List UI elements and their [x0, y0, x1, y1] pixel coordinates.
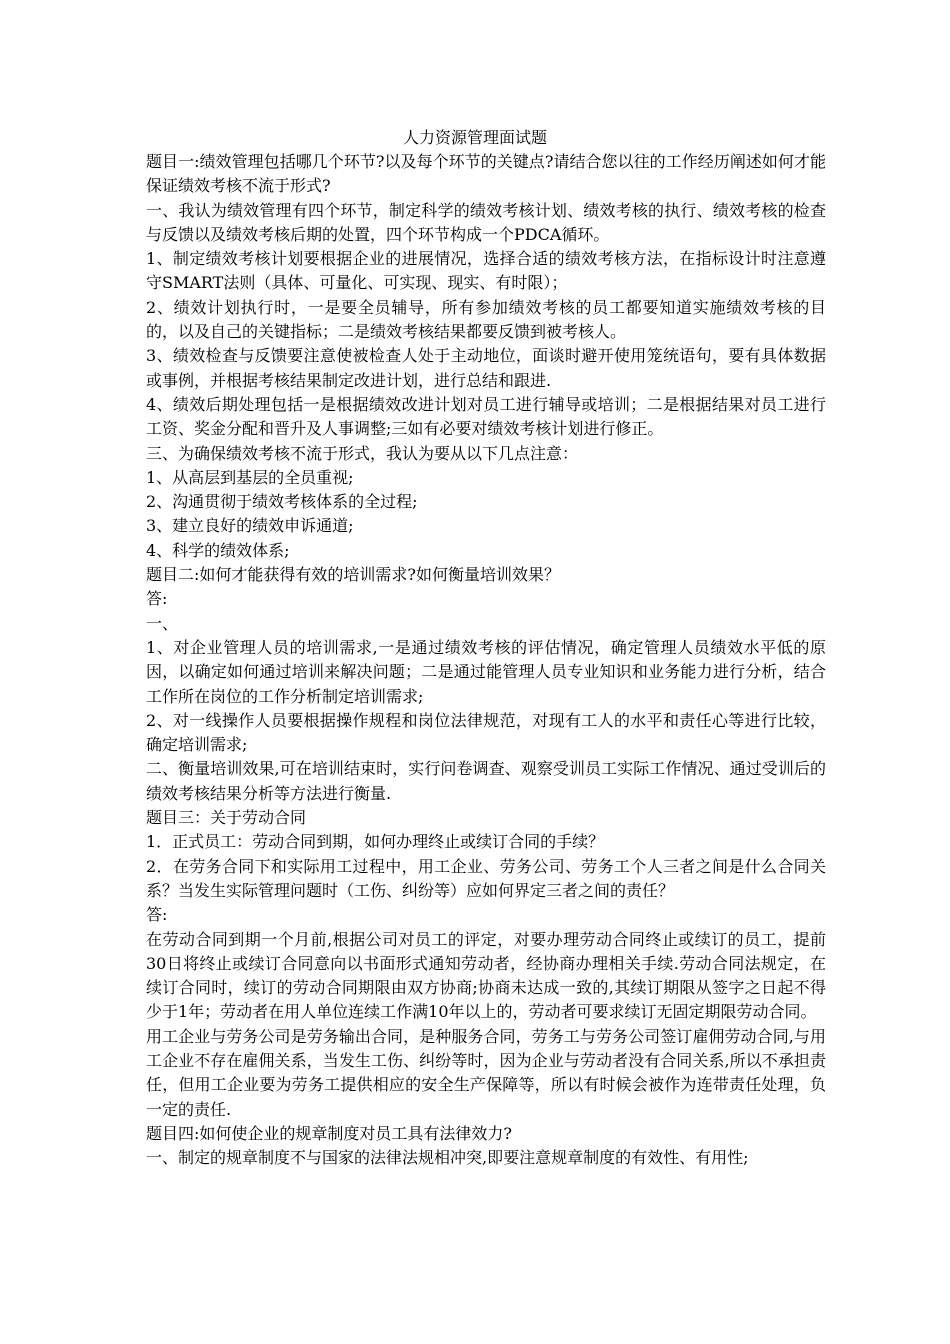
answer-3-para-2: 用工企业与劳务公司是劳务输出合同，是种服务合同，劳务工与劳务公司签订雇佣劳动合同,与用工企业不存在雇佣关系，当发生工伤、纠纷等时，因为企业与劳动者没有合同关系,所以不承担责任，但用工企业要为劳务工提供相应的安全生产保障等，所以有时候会被作为连带责任处理，负一定的责任. [146, 1026, 826, 1119]
answer-1-item-1: 1、从高层到基层的全员重视; [146, 467, 354, 487]
question-1-heading: 题目一:绩效管理包括哪几个环节?以及每个环节的关键点?请结合您以往的工作经历阐述如何才能保证绩效考核不流于形式? [146, 152, 826, 196]
question-3-sub-1: 1．正式员工：劳动合同到期，如何办理终止或续订合同的手续？ [146, 832, 605, 852]
answer-1-point-1: 1、制定绩效考核计划要根据企业的进展情况，选择合适的绩效考核方法，在指标设计时注意遵守SMART法则（具体、可量化、可实现、现实、有时限）； [146, 249, 826, 293]
answer-2-label: 答: [146, 589, 168, 609]
answer-1-section-3: 三、为确保绩效考核不流于形式，我认为要从以下几点注意： [146, 443, 579, 463]
answer-2-point-1: 1、对企业管理人员的培训需求,一是通过绩效考核的评估情况，确定管理人员绩效水平低的原因，以确定如何通过培训来解决问题；二是通过能管理人员专业知识和业务能力进行分析，结合工作所在岗位的工作分析制定培训需求; [146, 637, 826, 706]
answer-1-point-4: 4、绩效后期处理包括一是根据绩效改进计划对员工进行辅导或培训；二是根据结果对员工进行工资、奖金分配和晋升及人事调整;三如有必要对绩效考核计划进行修正。 [146, 394, 826, 439]
answer-2-point-2: 2、对一线操作人员要根据操作规程和岗位法律规范，对现有工人的水平和责任心等进行比较，确定培训需求; [146, 710, 826, 755]
question-4-heading: 题目四:如何使企业的规章制度对员工具有法律效力? [146, 1123, 512, 1143]
question-3-heading: 题目三：关于劳动合同 [146, 808, 307, 828]
answer-4-section-1: 一、制定的规章制度不与国家的法律法规相冲突,即要注意规章制度的有效性、有用性; [146, 1148, 749, 1168]
answer-1-item-2: 2、沟通贯彻于绩效考核体系的全过程; [146, 492, 418, 512]
question-2-heading: 题目二:如何才能获得有效的培训需求?如何衡量培训效果？ [146, 565, 560, 585]
answer-3-para-1: 在劳动合同到期一个月前,根据公司对员工的评定，对要办理劳动合同终止或续订的员工，提前30日将终止或续订合同意向以书面形式通知劳动者，经协商办理相关手续.劳动合同法规定，在续订合同时，续订的劳动合同期限由双方协商;协商未达成一致的,其续订期限从签字之日起不得少于1年；劳动者在用人单位连续工作满10年以上的，劳动者可要求续订无固定期限劳动合同。 [146, 929, 826, 1022]
answer-2-section-2: 二、衡量培训效果,可在培训结束时，实行问卷调查、观察受训员工实际工作情况、通过受训后的绩效考核结果分析等方法进行衡量. [146, 759, 826, 803]
answer-1-item-4: 4、科学的绩效体系; [146, 540, 290, 560]
answer-1-section-1: 一、我认为绩效管理有四个环节，制定科学的绩效考核计划、绩效考核的执行、绩效考核的检查与反馈以及绩效考核后期的处置，四个环节构成一个PDCA循环。 [146, 200, 826, 244]
answer-2-section-1: 一、 [146, 613, 179, 633]
answer-1-point-3: 3、绩效检查与反馈要注意使被检查人处于主动地位，面谈时避开使用笼统语句，要有具体数据或事例，并根据考核结果制定改进计划，进行总结和跟进. [146, 346, 826, 390]
answer-1-item-3: 3、建立良好的绩效申诉通道; [146, 516, 354, 536]
answer-3-label: 答: [146, 905, 168, 925]
question-3-sub-2: 2．在劳务合同下和实际用工过程中，用工企业、劳务公司、劳务工个人三者之间是什么合同关系？当发生实际管理问题时（工伤、纠纷等）应如何界定三者之间的责任？ [146, 856, 826, 900]
document-title: 人力资源管理面试题 [402, 128, 547, 147]
answer-1-point-2: 2、绩效计划执行时，一是要全员辅导，所有参加绩效考核的员工都要知道实施绩效考核的目的，以及自己的关键指标；二是绩效考核结果都要反馈到被考核人。 [146, 297, 826, 342]
document-body [146, 150, 826, 1170]
